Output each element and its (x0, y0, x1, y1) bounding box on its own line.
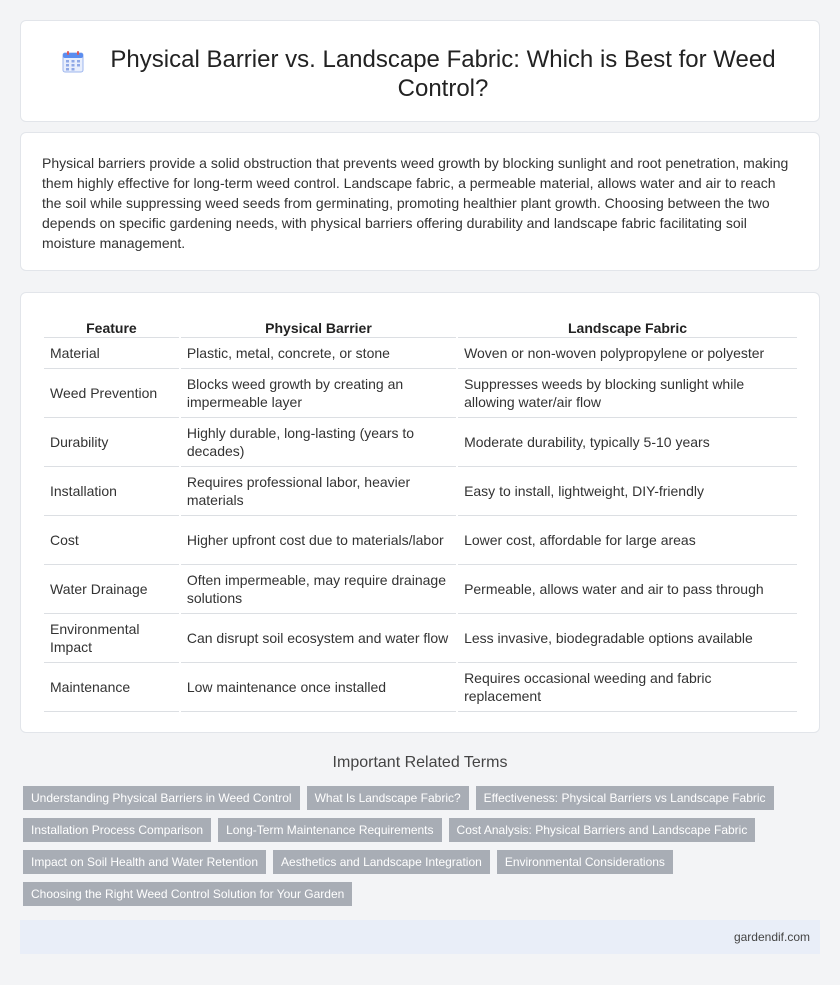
landscape-fabric-cell: Suppresses weeds by blocking sunlight while allowing water/air flow (458, 369, 797, 418)
table-row (44, 467, 797, 516)
feature-cell: Maintenance (44, 663, 179, 712)
table-row (44, 614, 797, 663)
feature-cell: Installation (44, 467, 179, 516)
feature-cell: Weed Prevention (44, 369, 179, 418)
feature-cell: Water Drainage (44, 565, 179, 614)
physical-barrier-cell: Low maintenance once installed (181, 663, 456, 712)
intro-paragraph: Physical barriers provide a solid obstruction that prevents weed growth by blocking sunlight and root penetration, making them highly effective for long-term weed control. Landscape fabric, a permeable material, allows water and air to reach the soil while suppressing weed seeds from germinating, promoting healthier plant growth. Choosing between the two depends on specific gardening needs, with physical barriers offering durability and landscape fabric facilitating soil moisture management. (42, 155, 789, 251)
table-row (44, 516, 797, 565)
footer-site-link[interactable]: gardendif.com (733, 930, 810, 944)
table-header-row (44, 316, 797, 338)
table-row (44, 565, 797, 614)
landscape-fabric-cell: Lower cost, affordable for large areas (458, 516, 797, 565)
landscape-fabric-cell: Moderate durability, typically 5-10 years (458, 418, 797, 467)
related-term-tag[interactable]: Impact on Soil Health and Water Retention (23, 850, 266, 874)
feature-cell: Cost (44, 516, 179, 565)
landscape-fabric-cell: Easy to install, lightweight, DIY-friendly (458, 467, 797, 516)
table-row (44, 369, 797, 418)
related-term-tag[interactable]: Aesthetics and Landscape Integration (273, 850, 490, 874)
related-terms-heading: Important Related Terms (332, 754, 508, 771)
physical-barrier-cell: Blocks weed growth by creating an impermeable layer (181, 369, 456, 418)
table-row (44, 338, 797, 369)
footer (20, 920, 820, 954)
header-physical-barrier: Physical Barrier (181, 316, 456, 338)
physical-barrier-cell: Plastic, metal, concrete, or stone (181, 338, 456, 369)
intro-card (20, 132, 820, 271)
related-term-tag[interactable]: Cost Analysis: Physical Barriers and Landscape Fabric (449, 818, 756, 842)
related-term-tag[interactable]: Long-Term Maintenance Requirements (218, 818, 441, 842)
landscape-fabric-cell: Woven or non-woven polypropylene or polyester (458, 338, 797, 369)
physical-barrier-cell: Higher upfront cost due to materials/labor (181, 516, 456, 565)
feature-cell: Environmental Impact (44, 614, 179, 663)
physical-barrier-cell: Requires professional labor, heavier materials (181, 467, 456, 516)
related-term-tag[interactable]: Effectiveness: Physical Barriers vs Landscape Fabric (476, 786, 774, 810)
related-terms-list (23, 786, 813, 906)
related-term-tag[interactable]: Environmental Considerations (497, 850, 673, 874)
related-term-tag[interactable]: Understanding Physical Barriers in Weed Control (23, 786, 300, 810)
physical-barrier-cell: Highly durable, long-lasting (years to decades) (181, 418, 456, 467)
page-title: Physical Barrier vs. Landscape Fabric: Which is Best for Weed Control? (110, 46, 776, 102)
header-feature: Feature (44, 316, 179, 338)
comparison-table-card (20, 292, 820, 733)
feature-cell: Durability (44, 418, 179, 467)
header-landscape-fabric: Landscape Fabric (458, 316, 797, 338)
related-term-tag[interactable]: Installation Process Comparison (23, 818, 211, 842)
related-term-tag[interactable]: Choosing the Right Weed Control Solution for Your Garden (23, 882, 352, 906)
comparison-table (42, 316, 799, 712)
physical-barrier-cell: Often impermeable, may require drainage solutions (181, 565, 456, 614)
physical-barrier-cell: Can disrupt soil ecosystem and water flow (181, 614, 456, 663)
table-row (44, 663, 797, 712)
calendar-icon (61, 50, 85, 74)
feature-cell: Material (44, 338, 179, 369)
table-row (44, 418, 797, 467)
landscape-fabric-cell: Permeable, allows water and air to pass through (458, 565, 797, 614)
related-term-tag[interactable]: What Is Landscape Fabric? (307, 786, 469, 810)
title-card (20, 20, 820, 122)
landscape-fabric-cell: Requires occasional weeding and fabric replacement (458, 663, 797, 712)
landscape-fabric-cell: Less invasive, biodegradable options available (458, 614, 797, 663)
